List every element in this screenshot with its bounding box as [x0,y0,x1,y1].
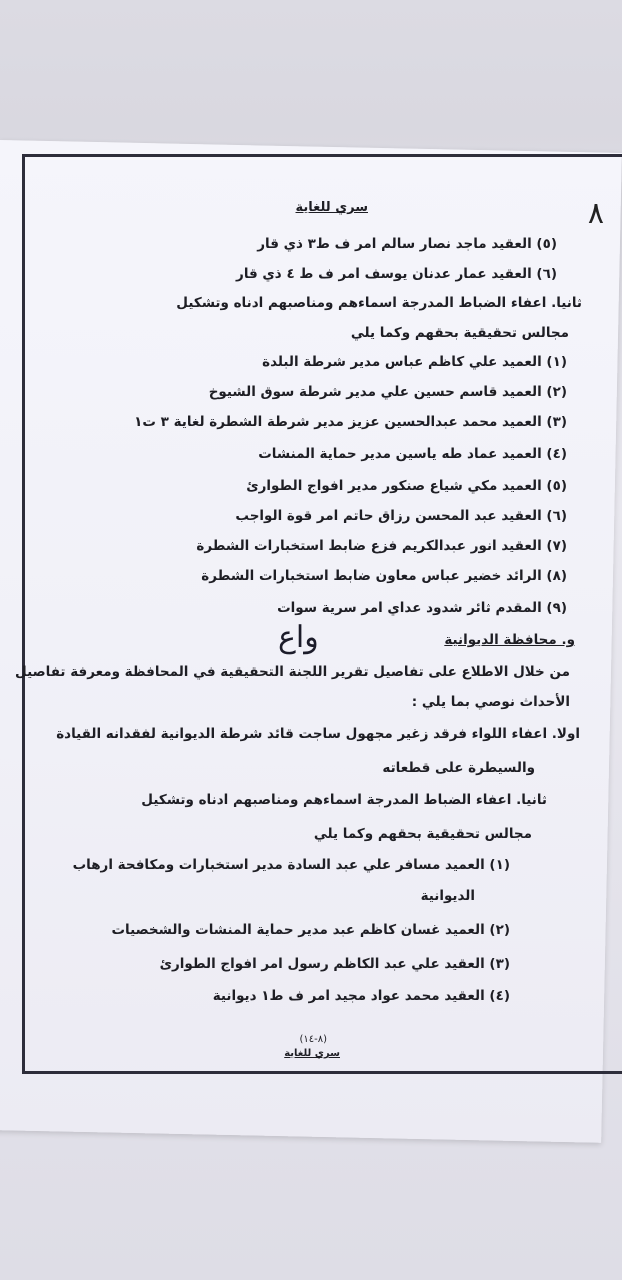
list-item: (٢) العميد غسان كاظم عبد مدير حماية المنشات والشخصيات [111,922,510,938]
paragraph-line: ثانيا. اعفاء الضباط المدرجة اسماءهم ومناصبهم ادناه وتشكيل [141,792,547,808]
paragraph-line: اولا. اعفاء اللواء فرقد زغير مجهول ساجت قائد شرطة الديوانية لفقدانه القيادة [56,726,580,742]
list-item: (٦) العقيد عمار عدنان يوسف امر ف ط ٤ ذي قار [236,266,557,282]
classification-bottom: سري للغاية [284,1048,340,1059]
handwritten-page-number: ٨ [587,196,604,231]
list-item: (٢) العميد قاسم حسين علي مدير شرطة سوق الشيوخ [208,384,567,400]
list-item: (٣) العقيد علي عبد الكاظم رسول امر افواج الطوارئ [159,956,510,972]
paragraph-line: الأحداث نوصي بما يلي : [411,694,570,710]
list-item: (٨) الرائد خضير عباس معاون ضابط استخبارات الشطرة [201,568,567,584]
list-item: (٤) العميد عماد طه ياسين مدير حماية المنشات [258,446,567,462]
list-item: (٧) العقيد انور عبدالكريم فزع ضابط استخبارات الشطرة [196,538,567,554]
list-item: (٥) العميد مكي شياع صنكور مدير افواج الطوارئ [246,478,567,494]
list-item: (١) العميد علي كاظم عباس مدير شرطة البلدة [262,354,567,370]
list-item: (٥) العقيد ماجد نصار سالم امر ف ط٣ ذي قار [257,236,557,252]
paragraph-line: مجالس تحقيقية بحقهم وكما يلي [350,325,569,341]
footer-page-number: (٨-١٤) [299,1034,327,1045]
section-heading: و. محافظة الديوانية [444,632,575,648]
paragraph-line: ثانيا. اعفاء الضباط المدرجة اسماءهم ومناصبهم ادناه وتشكيل [176,295,582,311]
paragraph-line: من خلال الاطلاع على تفاصيل تقرير اللجنة التحقيقية في المحافظة ومعرفة تفاصيل [15,664,570,680]
paragraph-line: والسيطرة على قطعاته [382,760,535,776]
list-item: (٦) العقيد عبد المحسن رزاق حاتم امر قوة الواجب [235,508,567,524]
handwritten-note: واع [278,620,319,655]
list-item: الديوانية [420,888,475,904]
list-item: (٤) العقيد محمد عواد مجيد امر ف ط١ ديوانية [212,988,510,1004]
list-item: (٩) المقدم ثائر شدود عداي امر سرية سوات [277,600,567,616]
classification-top: سري للغاية [295,200,368,215]
paragraph-line: مجالس تحقيقية بحقهم وكما يلي [313,826,532,842]
list-item: (٣) العميد محمد عبدالحسين عزيز مدير شرطة الشطرة لغاية ٣ ت١ [134,414,567,430]
list-item: (١) العميد مسافر علي عبد السادة مدير استخبارات ومكافحة ارهاب [72,857,510,873]
